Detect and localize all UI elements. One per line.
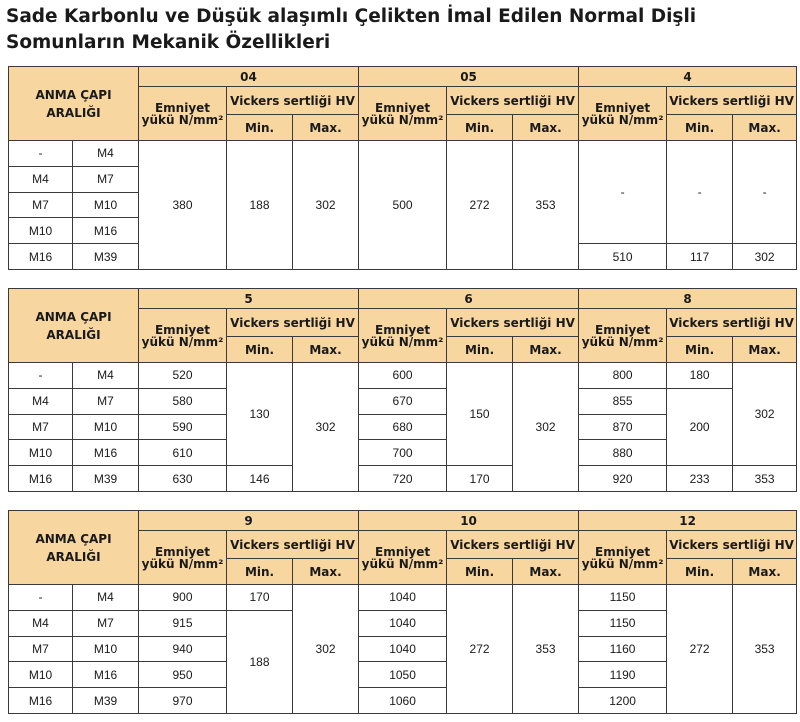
max-value: 302 <box>733 244 797 270</box>
range-from: M4 <box>9 388 73 414</box>
vickers-header: Vickers sertliği HV <box>447 87 579 115</box>
properties-table-2 <box>8 288 797 492</box>
range-to: M7 <box>73 166 139 192</box>
emniyet-value: 970 <box>139 688 227 714</box>
min-value: 130 <box>227 363 293 466</box>
emniyet-value: 1050 <box>359 662 447 688</box>
max-value: - <box>733 141 797 244</box>
max-header: Max. <box>733 337 797 363</box>
range-from: M7 <box>9 192 73 218</box>
range-to: M7 <box>73 388 139 414</box>
min-value: 272 <box>447 585 513 714</box>
emniyet-value: 800 <box>579 363 667 389</box>
emniyet-header: Emniyet yükü N/mm² <box>579 309 667 363</box>
range-to: M7 <box>73 610 139 636</box>
group-header-04: 04 <box>139 67 359 87</box>
max-header: Max. <box>733 559 797 585</box>
emniyet-value: 680 <box>359 414 447 440</box>
emniyet-value: 590 <box>139 414 227 440</box>
range-to: M10 <box>73 192 139 218</box>
min-header: Min. <box>447 337 513 363</box>
range-from: M7 <box>9 636 73 662</box>
min-header: Min. <box>447 559 513 585</box>
vickers-header: Vickers sertliği HV <box>667 531 797 559</box>
range-to: M39 <box>73 688 139 714</box>
emniyet-value: 940 <box>139 636 227 662</box>
emniyet-value: 870 <box>579 414 667 440</box>
properties-table-1 <box>8 66 797 270</box>
page-title <box>6 4 796 56</box>
emniyet-value: 920 <box>579 466 667 492</box>
anma-header: ANMA ÇAPI ARALIĞI <box>9 511 139 585</box>
vickers-header: Vickers sertliği HV <box>447 309 579 337</box>
emniyet-value: 1150 <box>579 610 667 636</box>
emniyet-value: 670 <box>359 388 447 414</box>
range-from: M4 <box>9 610 73 636</box>
group-header-12: 12 <box>579 511 797 531</box>
group-header-9: 9 <box>139 511 359 531</box>
min-value: 233 <box>667 466 733 492</box>
emniyet-value: 720 <box>359 466 447 492</box>
emniyet-value: 610 <box>139 440 227 466</box>
emniyet-value: 510 <box>579 244 667 270</box>
emniyet-value: 520 <box>139 363 227 389</box>
emniyet-value: 1040 <box>359 636 447 662</box>
group-header-05: 05 <box>359 67 579 87</box>
vickers-header: Vickers sertliği HV <box>227 531 359 559</box>
min-header: Min. <box>667 559 733 585</box>
emniyet-value: 1160 <box>579 636 667 662</box>
emniyet-header: Emniyet yükü N/mm² <box>359 87 447 141</box>
max-header: Max. <box>513 559 579 585</box>
group-header-4: 4 <box>579 67 797 87</box>
group-header-5: 5 <box>139 289 359 309</box>
emniyet-value: 1040 <box>359 585 447 611</box>
min-value: 170 <box>227 585 293 611</box>
range-from: M10 <box>9 662 73 688</box>
min-value: 146 <box>227 466 293 492</box>
min-value: 188 <box>227 141 293 270</box>
min-value: 272 <box>667 585 733 714</box>
emniyet-header: Emniyet yükü N/mm² <box>139 531 227 585</box>
max-value: 353 <box>733 585 797 714</box>
range-from: M16 <box>9 244 73 270</box>
min-header: Min. <box>227 559 293 585</box>
emniyet-value: 1040 <box>359 610 447 636</box>
range-from: M10 <box>9 440 73 466</box>
max-value: 302 <box>513 363 579 492</box>
range-to: M10 <box>73 636 139 662</box>
properties-table-3 <box>8 510 797 714</box>
max-header: Max. <box>293 559 359 585</box>
emniyet-value: 1060 <box>359 688 447 714</box>
max-header: Max. <box>293 337 359 363</box>
range-from: M16 <box>9 466 73 492</box>
range-from: M4 <box>9 166 73 192</box>
emniyet-header: Emniyet yükü N/mm² <box>579 87 667 141</box>
anma-header: ANMA ÇAPI ARALIĞI <box>9 289 139 363</box>
max-value: 353 <box>733 466 797 492</box>
emniyet-value: 700 <box>359 440 447 466</box>
anma-header: ANMA ÇAPI ARALIĞI <box>9 67 139 141</box>
min-header: Min. <box>227 115 293 141</box>
emniyet-value: 880 <box>579 440 667 466</box>
range-to: M4 <box>73 141 139 167</box>
max-header: Max. <box>513 337 579 363</box>
range-to: M10 <box>73 414 139 440</box>
emniyet-header: Emniyet yükü N/mm² <box>139 309 227 363</box>
min-value: 188 <box>227 610 293 713</box>
emniyet-header: Emniyet yükü N/mm² <box>359 531 447 585</box>
emniyet-value: 900 <box>139 585 227 611</box>
max-value: 302 <box>733 363 797 466</box>
emniyet-header: Emniyet yükü N/mm² <box>359 309 447 363</box>
max-header: Max. <box>733 115 797 141</box>
emniyet-value: 915 <box>139 610 227 636</box>
group-header-10: 10 <box>359 511 579 531</box>
max-header: Max. <box>513 115 579 141</box>
max-value: 302 <box>293 585 359 714</box>
vickers-header: Vickers sertliği HV <box>227 309 359 337</box>
emniyet-value: 1190 <box>579 662 667 688</box>
range-from: - <box>9 141 73 167</box>
emniyet-value: 855 <box>579 388 667 414</box>
emniyet-value: 1200 <box>579 688 667 714</box>
vickers-header: Vickers sertliği HV <box>447 531 579 559</box>
min-value: 272 <box>447 141 513 270</box>
range-to: M4 <box>73 585 139 611</box>
min-header: Min. <box>447 115 513 141</box>
range-to: M39 <box>73 466 139 492</box>
min-value: 200 <box>667 388 733 465</box>
group-header-6: 6 <box>359 289 579 309</box>
max-value: 302 <box>293 141 359 270</box>
min-value: 170 <box>447 466 513 492</box>
max-value: 353 <box>513 141 579 270</box>
emniyet-value: 380 <box>139 141 227 270</box>
min-value: 180 <box>667 363 733 389</box>
range-from: M7 <box>9 414 73 440</box>
vickers-header: Vickers sertliği HV <box>667 87 797 115</box>
range-from: - <box>9 363 73 389</box>
vickers-header: Vickers sertliği HV <box>667 309 797 337</box>
range-from: M16 <box>9 688 73 714</box>
emniyet-value: 580 <box>139 388 227 414</box>
min-header: Min. <box>227 337 293 363</box>
emniyet-value: 500 <box>359 141 447 270</box>
emniyet-value: 600 <box>359 363 447 389</box>
emniyet-header: Emniyet yükü N/mm² <box>579 531 667 585</box>
title-line-1: Sade Karbonlu ve Düşük alaşımlı Çelikten İmal Edilen Normal Dişli <box>6 6 697 27</box>
range-to: M16 <box>73 218 139 244</box>
title-line-2: Somunların Mekanik Özellikleri <box>6 32 331 53</box>
range-to: M4 <box>73 363 139 389</box>
max-header: Max. <box>293 115 359 141</box>
emniyet-header: Emniyet yükü N/mm² <box>139 87 227 141</box>
emniyet-value: 1150 <box>579 585 667 611</box>
emniyet-value: - <box>579 141 667 244</box>
range-from: - <box>9 585 73 611</box>
max-value: 353 <box>513 585 579 714</box>
min-value: - <box>667 141 733 244</box>
min-header: Min. <box>667 115 733 141</box>
min-header: Min. <box>667 337 733 363</box>
range-to: M39 <box>73 244 139 270</box>
range-from: M10 <box>9 218 73 244</box>
vickers-header: Vickers sertliği HV <box>227 87 359 115</box>
max-value: 302 <box>293 363 359 492</box>
range-to: M16 <box>73 440 139 466</box>
range-to: M16 <box>73 662 139 688</box>
min-value: 117 <box>667 244 733 270</box>
emniyet-value: 950 <box>139 662 227 688</box>
emniyet-value: 630 <box>139 466 227 492</box>
min-value: 150 <box>447 363 513 466</box>
group-header-8: 8 <box>579 289 797 309</box>
